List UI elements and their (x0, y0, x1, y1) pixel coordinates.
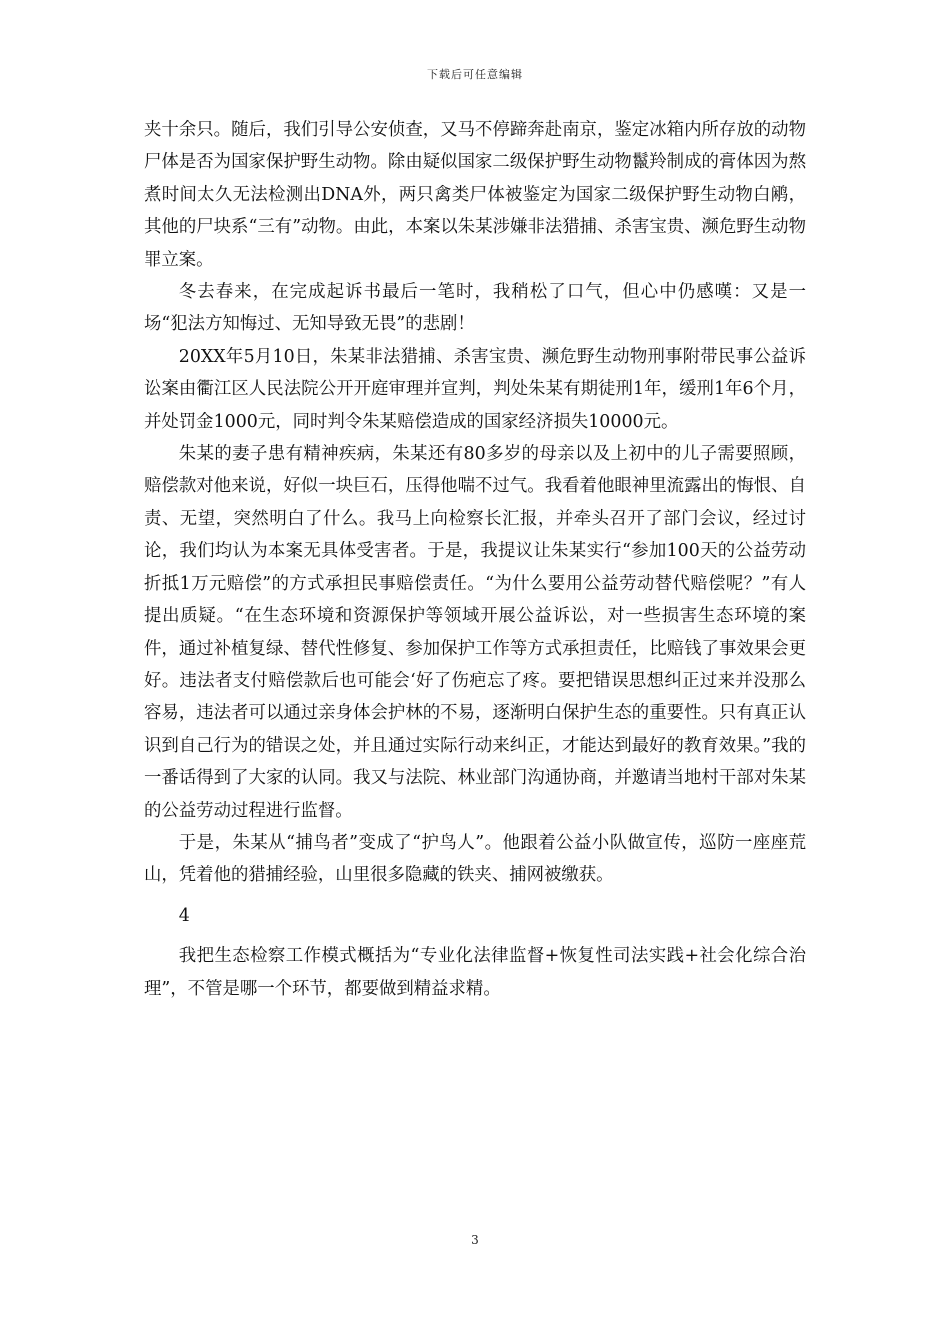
document-body (144, 114, 806, 1005)
paragraph-5: 于是，朱某从“捕鸟者”变成了“护鸟人”。他跟着公益小队做宣传，巡防一座座荒山，凭着他的猎捕经验，山里很多隐藏的铁夹、捕网被缴获。 (144, 832, 806, 886)
paragraph-3: 20XX年5月10日，朱某非法猎捕、杀害宝贵、濒危野生动物刑事附带民事公益诉讼案由衢江区人民法院公开开庭审理并宣判，判处朱某有期徒刑1年，缓刑1年6个月，并处罚金1000元，同时判令朱某赔偿造成的国家经济损失10000元。 (144, 346, 806, 432)
paragraph-1: 夹十余只。随后，我们引导公安侦查，又马不停蹄奔赴南京，鉴定冰箱内所存放的动物尸体是否为国家保护野生动物。除由疑似国家二级保护野生动物鬣羚制成的膏体因为熬煮时间太久无法检测出DNA外，两只禽类尸体被鉴定为国家二级保护野生动物白鹇，其他的尸块系“三有”动物。由此，本案以朱某涉嫌非法猎捕、杀害宝贵、濒危野生动物罪立案。 (144, 120, 806, 270)
section-number: 4 (178, 905, 190, 926)
paragraph-2: 冬去春来，在完成起诉书最后一笔时，我稍松了口气，但心中仍感嘆：又是一场“犯法方知悔过、无知导致无畏”的悲剧！ (144, 282, 806, 335)
page-header: 下载后可任意编辑 (427, 68, 523, 81)
page-number: 3 (471, 1233, 479, 1247)
paragraph-6: 我把生态检察工作模式概括为“专业化法律监督+恢复性司法实践+社会化综合治理”，不管是哪一个环节，都要做到精益求精。 (144, 946, 806, 999)
paragraph-4: 朱某的妻子患有精神疾病，朱某还有80多岁的母亲以及上初中的儿子需要照顾，赔偿款对他来说，好似一块巨石，压得他喘不过气。我看着他眼神里流露出的悔恨、自责、无望，突然明白了什么。我马上向检察长汇报，并牵头召开了部门会议，经过讨论，我们均认为本案无具体受害者。于是，我提议让朱某实行“参加100天的公益劳动折抵1万元赔偿”的方式承担民事赔偿责任。“为什么要用公益劳动替代赔偿呢？”有人提出质疑。“在生态环境和资源保护等领域开展公益诉讼，对一些损害生态环境的案件，通过补植复绿、替代性修复、参加保护工作等方式承担责任，比赔钱了事效果会更好。违法者支付赔偿款后也可能会‘好了伤疤忘了疼。要把错误思想纠正过来并没那么容易，违法者可以通过亲身体会护林的不易，逐渐明白保护生态的重要性。只有真正认识到自己行为的错误之处，并且通过实际行动来纠正，才能达到最好的教育效果。”我的一番话得到了大家的认同。我又与法院、林业部门沟通协商，并邀请当地村干部对朱某的公益劳动过程进行监督。 (144, 444, 806, 821)
